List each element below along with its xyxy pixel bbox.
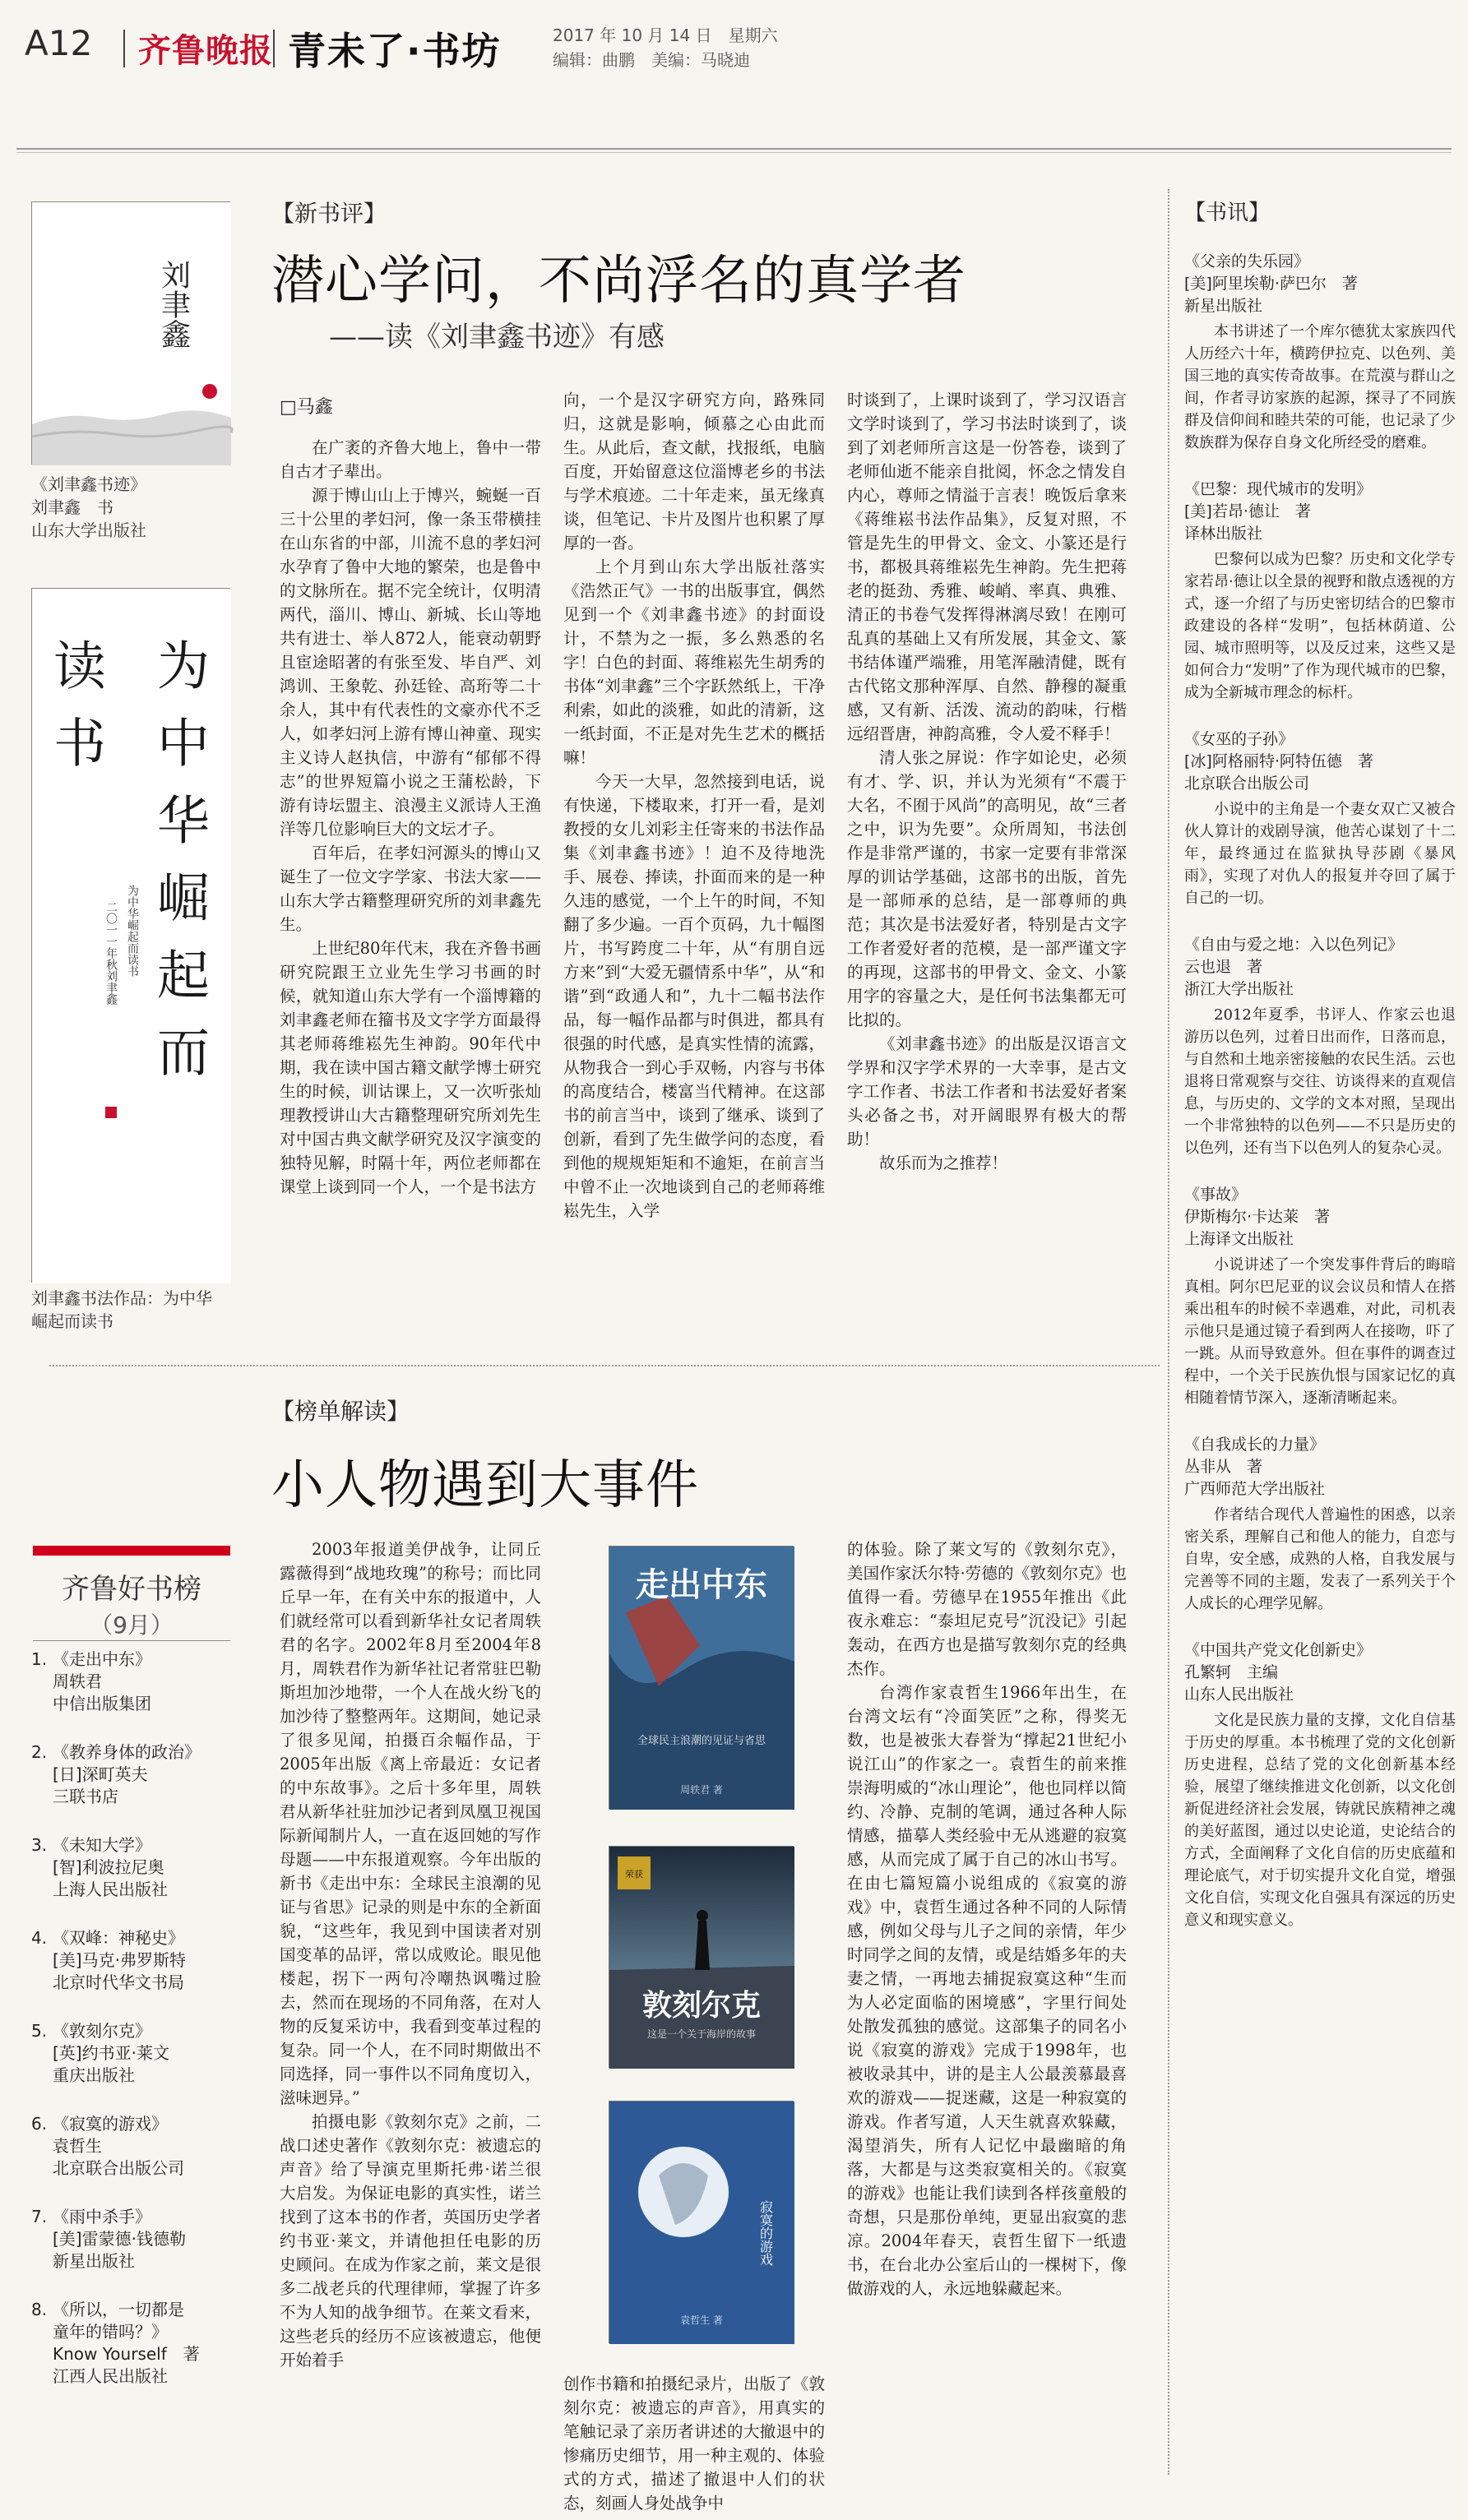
ranking-book-title: 童年的错吗？》 (53, 2322, 168, 2342)
article-section-tag: 【榜单解读】 (271, 1398, 410, 1425)
ranking-book-author: [美]雷蒙德·钱德勒 (53, 2229, 186, 2249)
paragraph: 向，一个是汉字研究方向，路殊同归，这就是影响，倾慕之心由此而生。从此后，查文献，找报纸，电脑百度，开始留意这位淄博老乡的书法与学术痕迹。二十年走来，虽无缘真谈，但笔记、卡片及图片也积累了厚厚的一沓。 (563, 391, 825, 553)
sidebar-book-item (1184, 934, 1456, 1159)
paragraph: 今天一大早，忽然接到电话，说有快递，下楼取来，打开一看，是刘教授的女儿刘彩主任寄来的书法作品集《刘聿鑫书迹》！迫不及待地洗手、展卷、捧读，扑面而来的是一种久违的感觉，一个上午的时间，不知翻了多少遍。一百个页码，九十幅图片，书写跨度二十年，从“有朋自远方来”到“大爱无疆情系中华”，从“和谐”到“政通人和”，九十二幅书法作品，每一幅作品都与时俱进，都具有很强的时代感，是真实性情的流露，从物我合一到心手双畅，内容与书体的高度结合，楼富当代精神。在这部书的前言当中，谈到了继承、谈到了创新，看到了先生做学问的态度，看到他的规规矩矩和不逾矩，在前言当中曾不止一次地谈到自己的老师蒋维崧先生，入学 (563, 772, 825, 1220)
sidebar-book-desc: 小说讲述了一个突发事件背后的晦暗真相。阿尔巴尼亚的议会议员和情人在搭乘出租车的时候不幸遇难，对此，司机表示他只是通过镜子看到两人在接吻，吓了一跳。从而导致意外。但在事件的调查过程中，一个关于民族仇恨与国家记忆的真相随着情节深入，逐渐清晰起来。 (1184, 1256, 1456, 1407)
paragraph: 《刘聿鑫书迹》的出版是汉语言文学界和汉字学术界的一大幸事，是古文字工作者、书法工作者和书法爱好者案头必备之书，对开阔眼界有极大的帮助！ (847, 1034, 1127, 1149)
sidebar (1184, 196, 1456, 1956)
calligraphy-side-chars: 读书 (44, 638, 105, 793)
sidebar-book-title: 《父亲的失乐园》 (1184, 252, 1310, 270)
article-subheadline: ——读《刘聿鑫书迹》有感 (329, 321, 665, 354)
sidebar-book-title: 《巴黎：现代城市的发明》 (1184, 480, 1373, 498)
ranking-number: 3. (31, 1835, 48, 1855)
ranking-list (31, 1648, 237, 2414)
sidebar-book-title: 《自由与爱之地：入以色列记》 (1184, 936, 1404, 954)
book-cover-dunkeerke (609, 1846, 794, 2068)
paragraph: 的体验。除了莱文写的《敦刻尔克》，美国作家沃尔特·劳德的《敦刻尔克》也值得一看。劳德早在1955年推出《此夜永难忘：“泰坦尼克号”沉没记》引起轰动，在西方也是描写敦刻尔克的经典杰作。 (847, 1540, 1127, 1678)
ranking-item (31, 1834, 237, 1901)
ranking-book-author: [美]马克·弗罗斯特 (53, 1950, 186, 1970)
article-column (563, 388, 825, 1357)
newspaper-logo: 齐鲁晚报 (138, 31, 273, 70)
cover-author: 袁哲生 著 (680, 2314, 723, 2326)
ranking-book-publisher: 重庆出版社 (53, 2065, 135, 2085)
sidebar-book-title: 《女巫的子孙》 (1184, 730, 1294, 748)
sidebar-book-item (1184, 1184, 1456, 1409)
ranking-book-title: 《教养身体的政治》 (53, 1742, 201, 1762)
ranking-book-title: 《走出中东》 (53, 1649, 151, 1669)
ranking-item (31, 1741, 237, 1808)
calligraphy-inscription: 为中华崛起而读书 (126, 885, 139, 977)
sidebar-book-publisher: 新星出版社 (1184, 297, 1263, 315)
sidebar-book-desc: 2012年夏季，书评人、作家云也退游历以色列，过着日出而作，日落而息，与自然和土地亲密接触的农民生活。云也退将日常观察与交往、访谈得来的直观信息，与历史的、文学的文本对照，呈现出一个非常独特的以色列——不只是历史的以色列，还有当下以色列人的复杂心灵。 (1184, 1006, 1456, 1157)
ranking-book-title: 《敦刻尔克》 (53, 2021, 151, 2041)
ranking-book-publisher: 三联书店 (53, 1787, 118, 1806)
ranking-number: 8. (31, 2300, 48, 2319)
ranking-item (31, 2206, 237, 2273)
sidebar-book-author: 孔繁轲 主编 (1184, 1663, 1279, 1681)
ranking-book-title: 《双峰：神秘史》 (53, 1928, 184, 1948)
sidebar-book-item (1184, 479, 1456, 704)
article-column (847, 388, 1127, 1357)
calligraphy-art (32, 589, 231, 1283)
book-cover-jimodeyouxi (609, 2101, 794, 2343)
ranking-book-author: 袁哲生 (53, 2136, 102, 2156)
article-headline: 潜心学问，不尚浮名的真学者 (271, 251, 966, 312)
calligraphy-main-chars: 为中华崛起而 (148, 638, 209, 1102)
sidebar-book-publisher: 浙江大学出版社 (1184, 980, 1294, 998)
sidebar-book-item (1184, 1434, 1456, 1615)
calligraphy-caption-line: 崛起而读书 (31, 1311, 113, 1331)
seal-icon (202, 384, 217, 399)
ranking-item (31, 2020, 237, 2087)
sidebar-book-desc: 本书讲述了一个库尔德犹太家族四代人历经六十年，横跨伊拉克、以色列、美国三地的真实传奇故事。在荒漠与群山之间，作者寻访家族的起源，探寻了不同族群及信仰间和睦共荣的可能，也记录了少数族群为保存自身文化所经受的磨难。 (1184, 323, 1456, 451)
article-column (280, 436, 541, 1357)
header-meta (553, 23, 778, 72)
book-cover-art (32, 202, 231, 465)
cover-subtitle: 这是一个关于海岸的故事 (646, 2028, 757, 2040)
paragraph: 故乐而为之推荐！ (879, 1154, 1008, 1172)
header-rule (16, 148, 1452, 150)
article-column (847, 1537, 1127, 2491)
sidebar-book-desc: 小说中的主角是一个妻女双亡又被合伙人算计的戏剧导演，他苦心谋划了十二年，最终通过在监狱执导莎剧《暴风雨》，实现了对仇人的报复并夺回了属于自己的一切。 (1184, 801, 1456, 907)
cover-title: 走出中东 (636, 1566, 767, 1604)
ranking-book-author: [英]约书亚·莱文 (53, 2043, 169, 2063)
book-caption-author: 刘聿鑫 书 (31, 497, 113, 517)
ranking-book-author: [智]利波拉尼奥 (53, 1857, 164, 1877)
ranking-number: 7. (31, 2207, 48, 2226)
cover-title: 敦刻尔克 (641, 1989, 762, 2023)
ranking-book-title: 《未知大学》 (53, 1835, 151, 1855)
paragraph: 源于博山山上于博兴，蜿蜒一百三十公里的孝妇河，像一条玉带横挂在山东省的中部，川流不息的孝妇河水孕育了鲁中大地的繁荣，也是鲁中的文脉所在。据不完全统计，仅明清两代，淄川、博山、新城、长山等地共有进士、举人872人，能衰动朝野且宦途昭著的有张至发、毕自严、刘鸿训、王象乾、孙廷铨、高珩等二十余人，其中有代表性的文豪亦代不乏人，如孝妇河上游有博山神童、现实主义诗人赵执信，中游有“郁郁不得志”的世界短篇小说之王蒲松龄，下游有诗坛盟主、浪漫主义派诗人王渔洋等几位影响巨大的文坛才子。 (280, 486, 541, 839)
paragraph: 创作书籍和拍摄纪录片，出版了《敦刻尔克：被遗忘的声音》，用真实的笔触记录了亲历者讲述的大撤退中的惨痛历史细节，用一种主观的、体验式的方式，描述了撤退中人们的状态，刻画人身处战争中 (563, 2374, 825, 2513)
sidebar-book-author: [冰]阿格丽特·阿特伍德 著 (1184, 752, 1373, 770)
ranking-number: 6. (31, 2114, 48, 2134)
sidebar-book-publisher: 山东人民出版社 (1184, 1685, 1294, 1704)
sidebar-book-desc: 巴黎何以成为巴黎？历史和文化学专家若昂·德让以全景的视野和散点透视的方式，逐一介绍了与历史密切结合的巴黎市政建设的各样“发明”，包括林荫道、公园、城市照明等，以及反过来，这些又是如何合力“发明”了作为现代城市的巴黎，成为全新城市理念的标杆。 (1184, 551, 1456, 701)
ranking-book-publisher: 新星出版社 (53, 2251, 135, 2271)
article-headline: 小人物遇到大事件 (271, 1455, 699, 1516)
ranking-book-title: 《寂寞的游戏》 (53, 2114, 168, 2134)
calligraphy-inscription: 二〇一一年秋刘聿鑫 (104, 901, 118, 1005)
column-divider (1168, 189, 1169, 2475)
ranking-book-author: Know Yourself 著 (53, 2344, 200, 2364)
sidebar-book-publisher: 广西师范大学出版社 (1184, 1480, 1326, 1498)
article-section-tag: 【新书评】 (271, 200, 387, 227)
header-divider (273, 30, 275, 67)
sidebar-book-author: 云也退 著 (1184, 958, 1263, 976)
ranking-item (31, 1648, 237, 1715)
ranking-book-publisher: 江西人民出版社 (53, 2366, 168, 2386)
award-badge-text: 荣获 (625, 1869, 643, 1880)
header-divider (123, 30, 125, 67)
paragraph: 清人张之屏说：作字如论史，必须有才、学、识，并认为光须有“不震于大名，不囿于风尚”的高明见，故“三者之中，识为先要”。众所周知，书法创作是非常严谨的，书家一定要有非常深厚的训诂学基础，这部书的出版，首先是一部师承的总结，是一部尊师的典范；其次是书法爱好者，特别是古文字工作者爱好者的范模，是一部严谨文字的再现，这部书的甲骨文、金文、小篆用字的容量之大，是任何书法集都无可比拟的。 (847, 748, 1127, 1029)
book-caption-title: 《刘聿鑫书迹》 (31, 474, 146, 494)
paragraph: 2003年报道美伊战争，让同丘露薇得到“战地玫瑰”的称号；而比同丘早一年，在有关中东的报道中，人们就经常可以看到新华社女记者周轶君的名字。2002年8月至2004年8月，周轶君作为新华社记者常驻巴勒斯坦加沙地带，一个人在战火纷飞的加沙待了整整两年。这期间，她记录了很多见闻，拍摄百余幅作品，于2005年出版《离上帝最近：女记者的中东故事》。之后十多年里，周轶君从新华社驻加沙记者到凤凰卫视国际新闻制片人，一直在返回她的写作母题——中东报道观察。今年出版的新书《走出中东：全球民主浪潮的见证与省思》记录的则是中东的全新面貌，“这些年，我见到中国读者对别国变革的品评，常以成败论。眼见他楼起，拐下一两句冷嘲热讽嘴过脸去，然而在现场的不同角落，在对人物的反复采访中，我看到变革过程的复杂。同一个人，在不同时期做出不同选择，同一事件以不同角度切入，滋味迥异。” (280, 1540, 541, 2107)
ranking-book-author: 周轶君 (53, 1672, 102, 1691)
article-byline: □马鑫 (280, 397, 333, 418)
sidebar-book-author: 丛非从 著 (1184, 1458, 1263, 1476)
book-caption (31, 473, 245, 542)
sidebar-book-publisher: 北京联合出版公司 (1184, 774, 1310, 793)
article-column (563, 2372, 825, 2513)
sidebar-book-item (1184, 1639, 1456, 1931)
ranking-divider (33, 1640, 230, 1641)
ranking-book-publisher: 北京联合出版公司 (53, 2158, 184, 2178)
section-title: 青未了·书坊 (288, 29, 502, 73)
sidebar-book-title: 《中国共产党文化创新史》 (1184, 1641, 1373, 1659)
ranking-item (31, 2113, 237, 2180)
ranking-number: 5. (31, 2021, 48, 2041)
sidebar-book-desc: 文化是民族力量的支撑，文化自信基于历史的厚重。本书梳理了党的文化创新历史进程，总结了党的文化创新基本经验，展望了继续推进文化创新，以文化创新促进经济社会发展，铸就民族精神之魂的美好蓝图，通过以史论道，史论结合的方式，全面阐释了文化自信的历史底蕴和理论底气，对于切实提升文化自觉，增强文化自信，实现文化自强具有深远的历史意义和现实意义。 (1184, 1712, 1456, 1929)
cover-title: 寂寞的游戏 (757, 2200, 774, 2266)
ranking-book-title: 《雨中杀手》 (53, 2207, 151, 2226)
book-cover-text: 刘聿鑫 (156, 260, 191, 349)
book-caption-publisher: 山东大学出版社 (31, 520, 146, 540)
paragraph: 拍摄电影《敦刻尔克》之前，二战口述史著作《敦刻尔克：被遗忘的声音》给了导演克里斯托弗·诺兰很大启发。为保证电影的真实性，诺兰找到了这本书的作者，英国历史学者约书亚·莱文，并请他担任电影的历史顾问。在成为作家之前，莱文是很多二战老兵的代理律师，掌握了许多不为人知的战争细节。在莱文看来，这些老兵的经历不应该被遗忘，他便开始着手 (280, 2112, 541, 2370)
sidebar-tag: 【书讯】 (1184, 201, 1271, 225)
sidebar-book-desc: 作者结合现代人普遍性的困惑，以亲密关系，理解自己和他人的能力，自恋与自卑，安全感，成熟的人格，自我发展与完善等不同的主题，发表了一系列关于个人成长的心理学见解。 (1184, 1506, 1456, 1612)
ranking-book-publisher: 北京时代华文书局 (53, 1972, 184, 1992)
ranking-title: 齐鲁好书榜 (62, 1573, 201, 1606)
ranking-number: 2. (31, 1742, 48, 1762)
ranking-item (31, 1927, 237, 1994)
calligraphy-caption (31, 1287, 247, 1333)
paragraph: 百年后，在孝妇河源头的博山又诞生了一位文字学家、书法大家——山东大学古籍整理研究所的刘聿鑫先生。 (280, 844, 541, 934)
ranking-number: 4. (31, 1928, 48, 1948)
header-rule (16, 152, 1452, 153)
paragraph: 在广袤的齐鲁大地上，鲁中一带自古才子辈出。 (280, 438, 541, 481)
section-divider (49, 1365, 1160, 1366)
book-cover-zouchuzhongdong (609, 1546, 794, 1809)
ranking-book-title: 《所以，一切都是 (53, 2300, 184, 2319)
cover-author: 周轶君 著 (680, 1784, 723, 1796)
sidebar-book-title: 《自我成长的力量》 (1184, 1436, 1326, 1454)
ranking-subtitle: （9月） (90, 1611, 174, 1639)
ranking-item (31, 2299, 237, 2388)
sidebar-book-title: 《事故》 (1184, 1186, 1248, 1204)
editors-credit: 编辑：曲鹏 美编：马晓迪 (553, 50, 750, 70)
ranking-book-publisher: 上海人民出版社 (53, 1880, 168, 1899)
issue-date: 2017 年 10 月 14 日 星期六 (553, 25, 778, 45)
ranking-book-publisher: 中信出版集团 (53, 1694, 151, 1713)
sidebar-book-author: [美]若昂·德让 著 (1184, 502, 1311, 520)
sidebar-book-publisher: 上海译文出版社 (1184, 1230, 1294, 1248)
paragraph: 时谈到了，上课时谈到了，学习汉语言文学时谈到了，学习书法时谈到了，谈到了刘老师所言这是一份答卷，谈到了老师仙逝不能亲自批阅，怀念之情发自内心，尊师之情溢于言表！晚饭后拿来《蒋维崧书法作品集》，反复对照，不管是先生的甲骨文、金文、小篆还是行书，都极具蒋维崧先生神韵。先生把蒋老的挺劲、秀雅、峻峭、率真、典雅、清正的书卷气发挥得淋漓尽致！在刚可乱真的基础上又有所发展，其金文、篆书结体谨严端雅，用笔浑融清健，既有古代铭文那种浑厚、自然、静穆的凝重感，又有新、活泼、流动的韵味，行楷远绍晋唐，神韵高雅，令人爱不释手！ (847, 391, 1127, 743)
ranking-number: 1. (31, 1649, 48, 1669)
calligraphy-caption-line: 刘聿鑫书法作品：为中华 (31, 1288, 212, 1308)
article-column (280, 1537, 541, 2491)
sidebar-book-publisher: 译林出版社 (1184, 525, 1263, 543)
ranking-book-author: [日]深町英夫 (53, 1764, 148, 1784)
paragraph: 上个月到山东大学出版社落实《浩然正气》一书的出版事宜，偶然见到一个《刘聿鑫书迹》的封面设计，不禁为之一振，多么熟悉的名字！白色的封面、蒋维崧先生胡秀的书体“刘聿鑫”三个字跃然纸上，干净利索，如此的淡雅，如此的清新，这一纸封面，不正是对先生艺术的概括嘛！ (563, 557, 825, 767)
seal-icon (105, 1107, 117, 1118)
sidebar-book-item (1184, 251, 1456, 454)
sidebar-book-author: 伊斯梅尔·卡达莱 著 (1184, 1208, 1331, 1226)
paragraph: 台湾作家袁哲生1966年出生，在台湾文坛有“冷面笑匠”之称，得奖无数，也是被张大春誉为“撑起21世纪小说江山”的作家之一。袁哲生的前来推崇海明威的“冰山理论”，他也同样以简约、冷静、克制的笔调，通过各种人际情感，描摹人类经验中无从逃避的寂寞感，从而完成了属于自己的冰山书写。在由七篇短篇小说组成的《寂寞的游戏》中，袁哲生通过各种不同的人际情感，例如父母与儿子之间的亲情，年少时同学之间的友情，或是结婚多年的夫妻之情，一再地去捕捉寂寞这种“生而为人必定面临的困境感”，字里行间处处散发孤独的感觉。这部集子的同名小说《寂寞的游戏》完成于1998年，也被收录其中，讲的是主人公最羡慕最喜欢的游戏——捉迷藏，这是一种寂寞的游戏。作者写道，人天生就喜欢躲藏，渴望消失，所有人记忆中最幽暗的角落，大都是与这类寂寞相关的。《寂寞的游戏》也能让我们读到各样孩童般的奇想，只是那份单纯，更显出寂寞的悲凉。2004年春天，袁哲生留下一纸遗书，在台北办公室后山的一棵树下，像做游戏的人，永远地躲藏起来。 (847, 1683, 1127, 2298)
cover-subtitle: 全球民主浪潮的见证与省思 (637, 1735, 766, 1747)
ranking-accent-bar (33, 1546, 230, 1556)
calligraphy-image (31, 588, 230, 1283)
sidebar-book-author: [美]阿里埃勒·萨巴尔 著 (1184, 275, 1358, 293)
sidebar-book-item (1184, 728, 1456, 909)
paragraph: 上世纪80年代末，我在齐鲁书画研究院跟王立业先生学习书画的时候，就知道山东大学有一个淄博籍的刘聿鑫老师在籀书及文字学方面最得其老师蒋维崧先生神韵。90年代中期，我在读中国古籍文献学博士研究生的时候，训诂课上，又一次听张灿理教授讲山大古籍整理研究所刘先生对中国古典文献学研究及汉字演变的独特见解，时隔十年，两位老师都在课堂上谈到同一个人，一个是书法方 (280, 939, 541, 1196)
page-number: A12 (25, 23, 93, 63)
book-cover-image (31, 201, 230, 465)
